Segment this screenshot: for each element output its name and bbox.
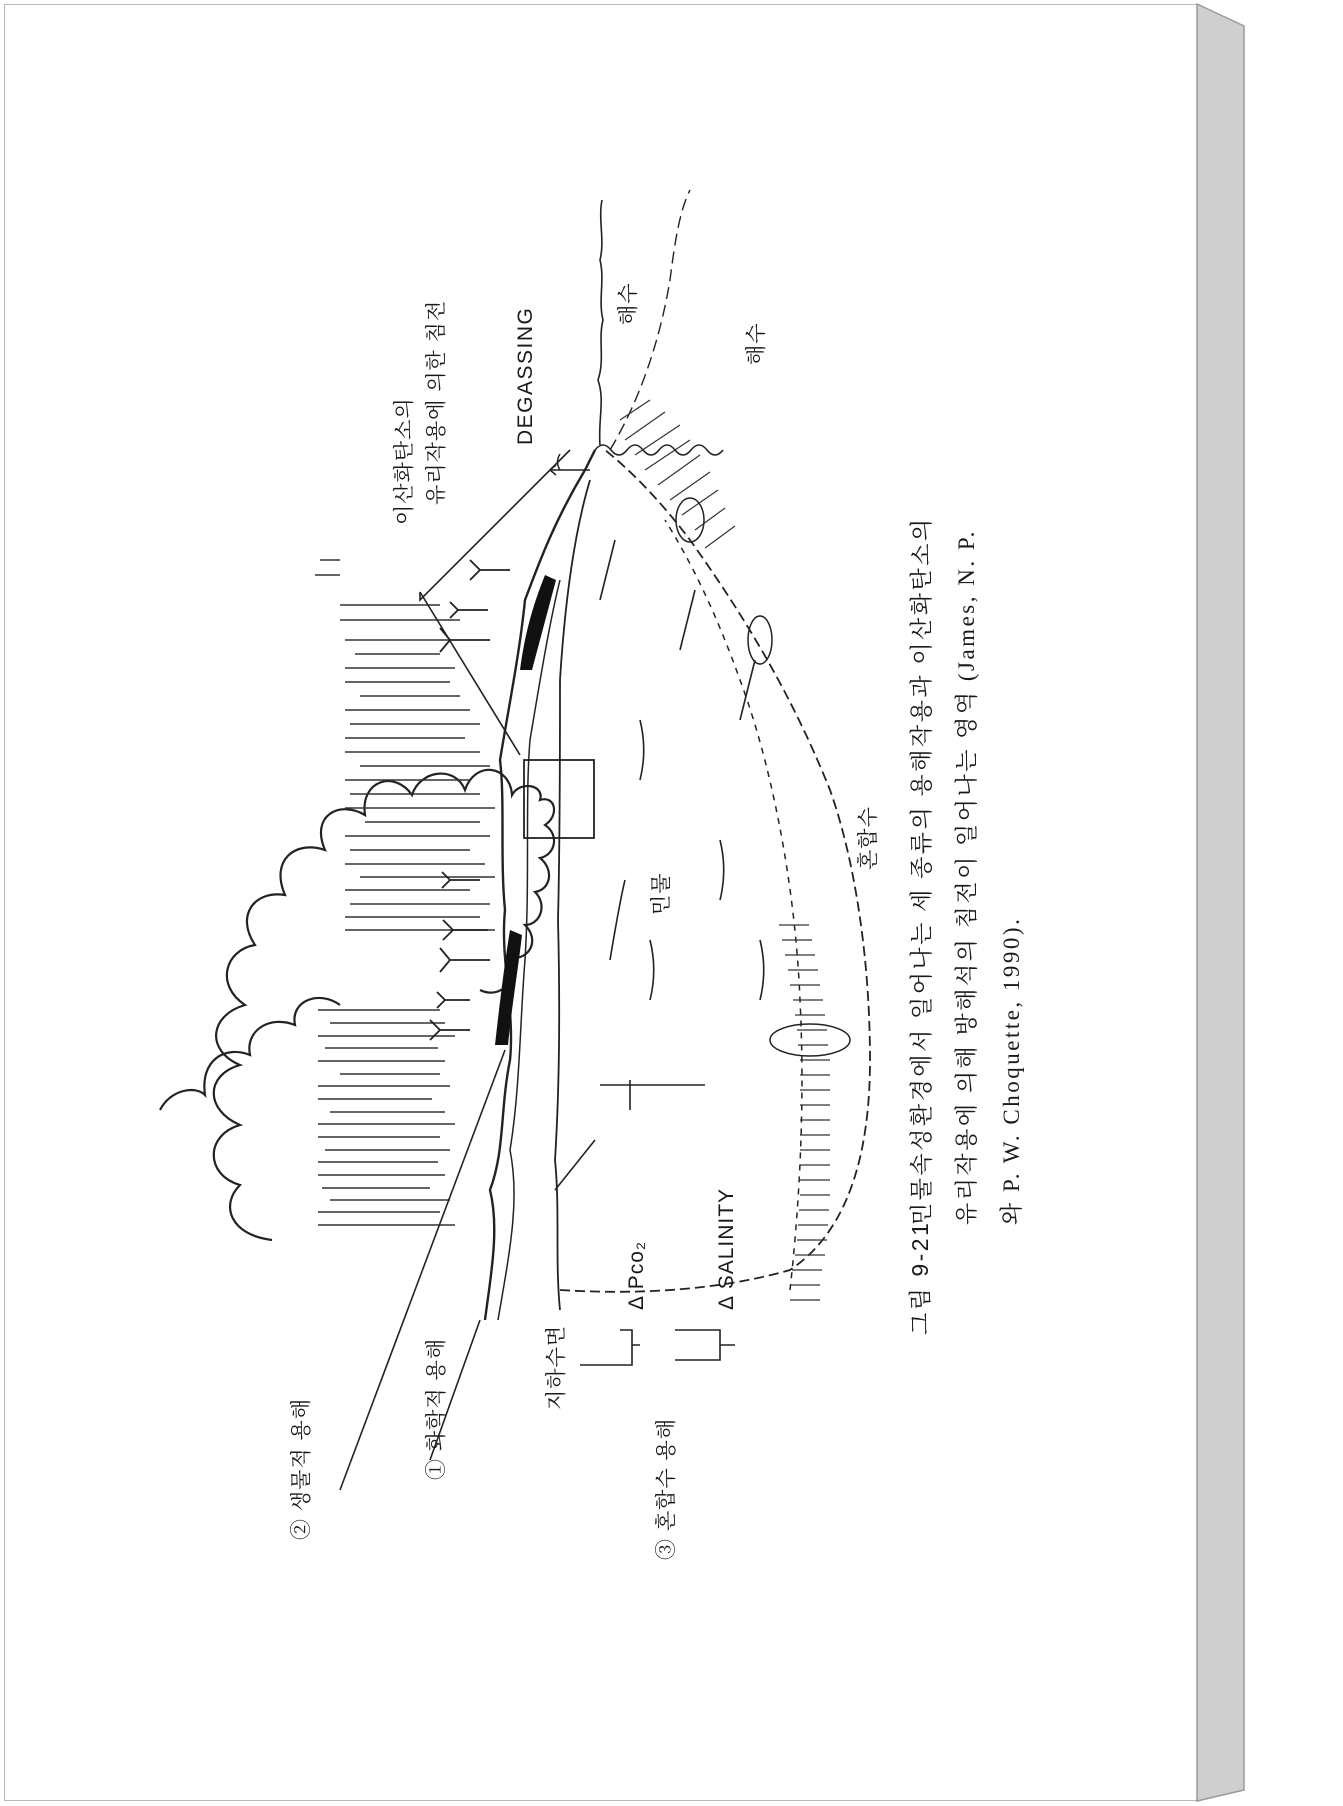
mixing-dissolution-label: ③ 혼합수 용해 (655, 1417, 678, 1560)
delta-pco2-label: Δ Pco₂ (625, 1240, 648, 1310)
mixing-bracket (675, 1330, 735, 1360)
sea-surface-wave (598, 200, 603, 445)
fresh-water-label: 민물 (650, 872, 673, 915)
cement-lens-3 (770, 1024, 850, 1056)
seawater-label-bottom: 해수 (745, 322, 768, 365)
cloud-outline-2 (160, 998, 340, 1110)
co2-degassing-note-line2: 유리작용에 의한 침전 (425, 299, 448, 505)
caption-line-3: 와 P. W. Choquette, 1990). (999, 916, 1024, 1225)
delta-salinity-label: Δ SALINITY (715, 1187, 738, 1310)
mixing-bracket-2 (580, 1330, 640, 1365)
mixing-hatch (779, 925, 830, 1300)
seawater-boundary (665, 520, 802, 1290)
flow-arrows (600, 540, 764, 1000)
water-table-line (555, 480, 590, 1310)
sea-surface (595, 445, 723, 455)
mixed-water-label: 혼합수 (857, 806, 880, 870)
cement-lens-1 (676, 498, 704, 542)
leader-lines (340, 450, 705, 1490)
water-table-label: 지하수면 (545, 1324, 568, 1410)
chemical-dissolution-label: ① 화학적 용해 (425, 1337, 448, 1480)
soil-patch-1 (495, 930, 522, 1045)
caption-line-1: 민물속성환경에서 일어나는 세 종류의 용해작용과 이산화탄소의 (909, 516, 934, 1225)
seawater-label-top: 해수 (617, 282, 640, 325)
cement-lens-2 (748, 616, 772, 664)
trees (430, 560, 510, 1040)
degassing-label: DEGASSING (514, 306, 537, 445)
hatched-zone (620, 400, 735, 548)
biological-dissolution-label: ② 생물적 용해 (290, 1397, 313, 1540)
page-edge-side (1197, 4, 1244, 1801)
rain-streaks (315, 560, 495, 1225)
caption-line-2: 유리작용에 의해 방해석의 침전이 일어나는 영역 (James, N. P. (954, 529, 979, 1225)
co2-degassing-note-line1: 이산화탄소의 (393, 397, 416, 525)
caption-number: 그림 9-21 (907, 1220, 933, 1335)
land-surface (485, 450, 595, 1320)
